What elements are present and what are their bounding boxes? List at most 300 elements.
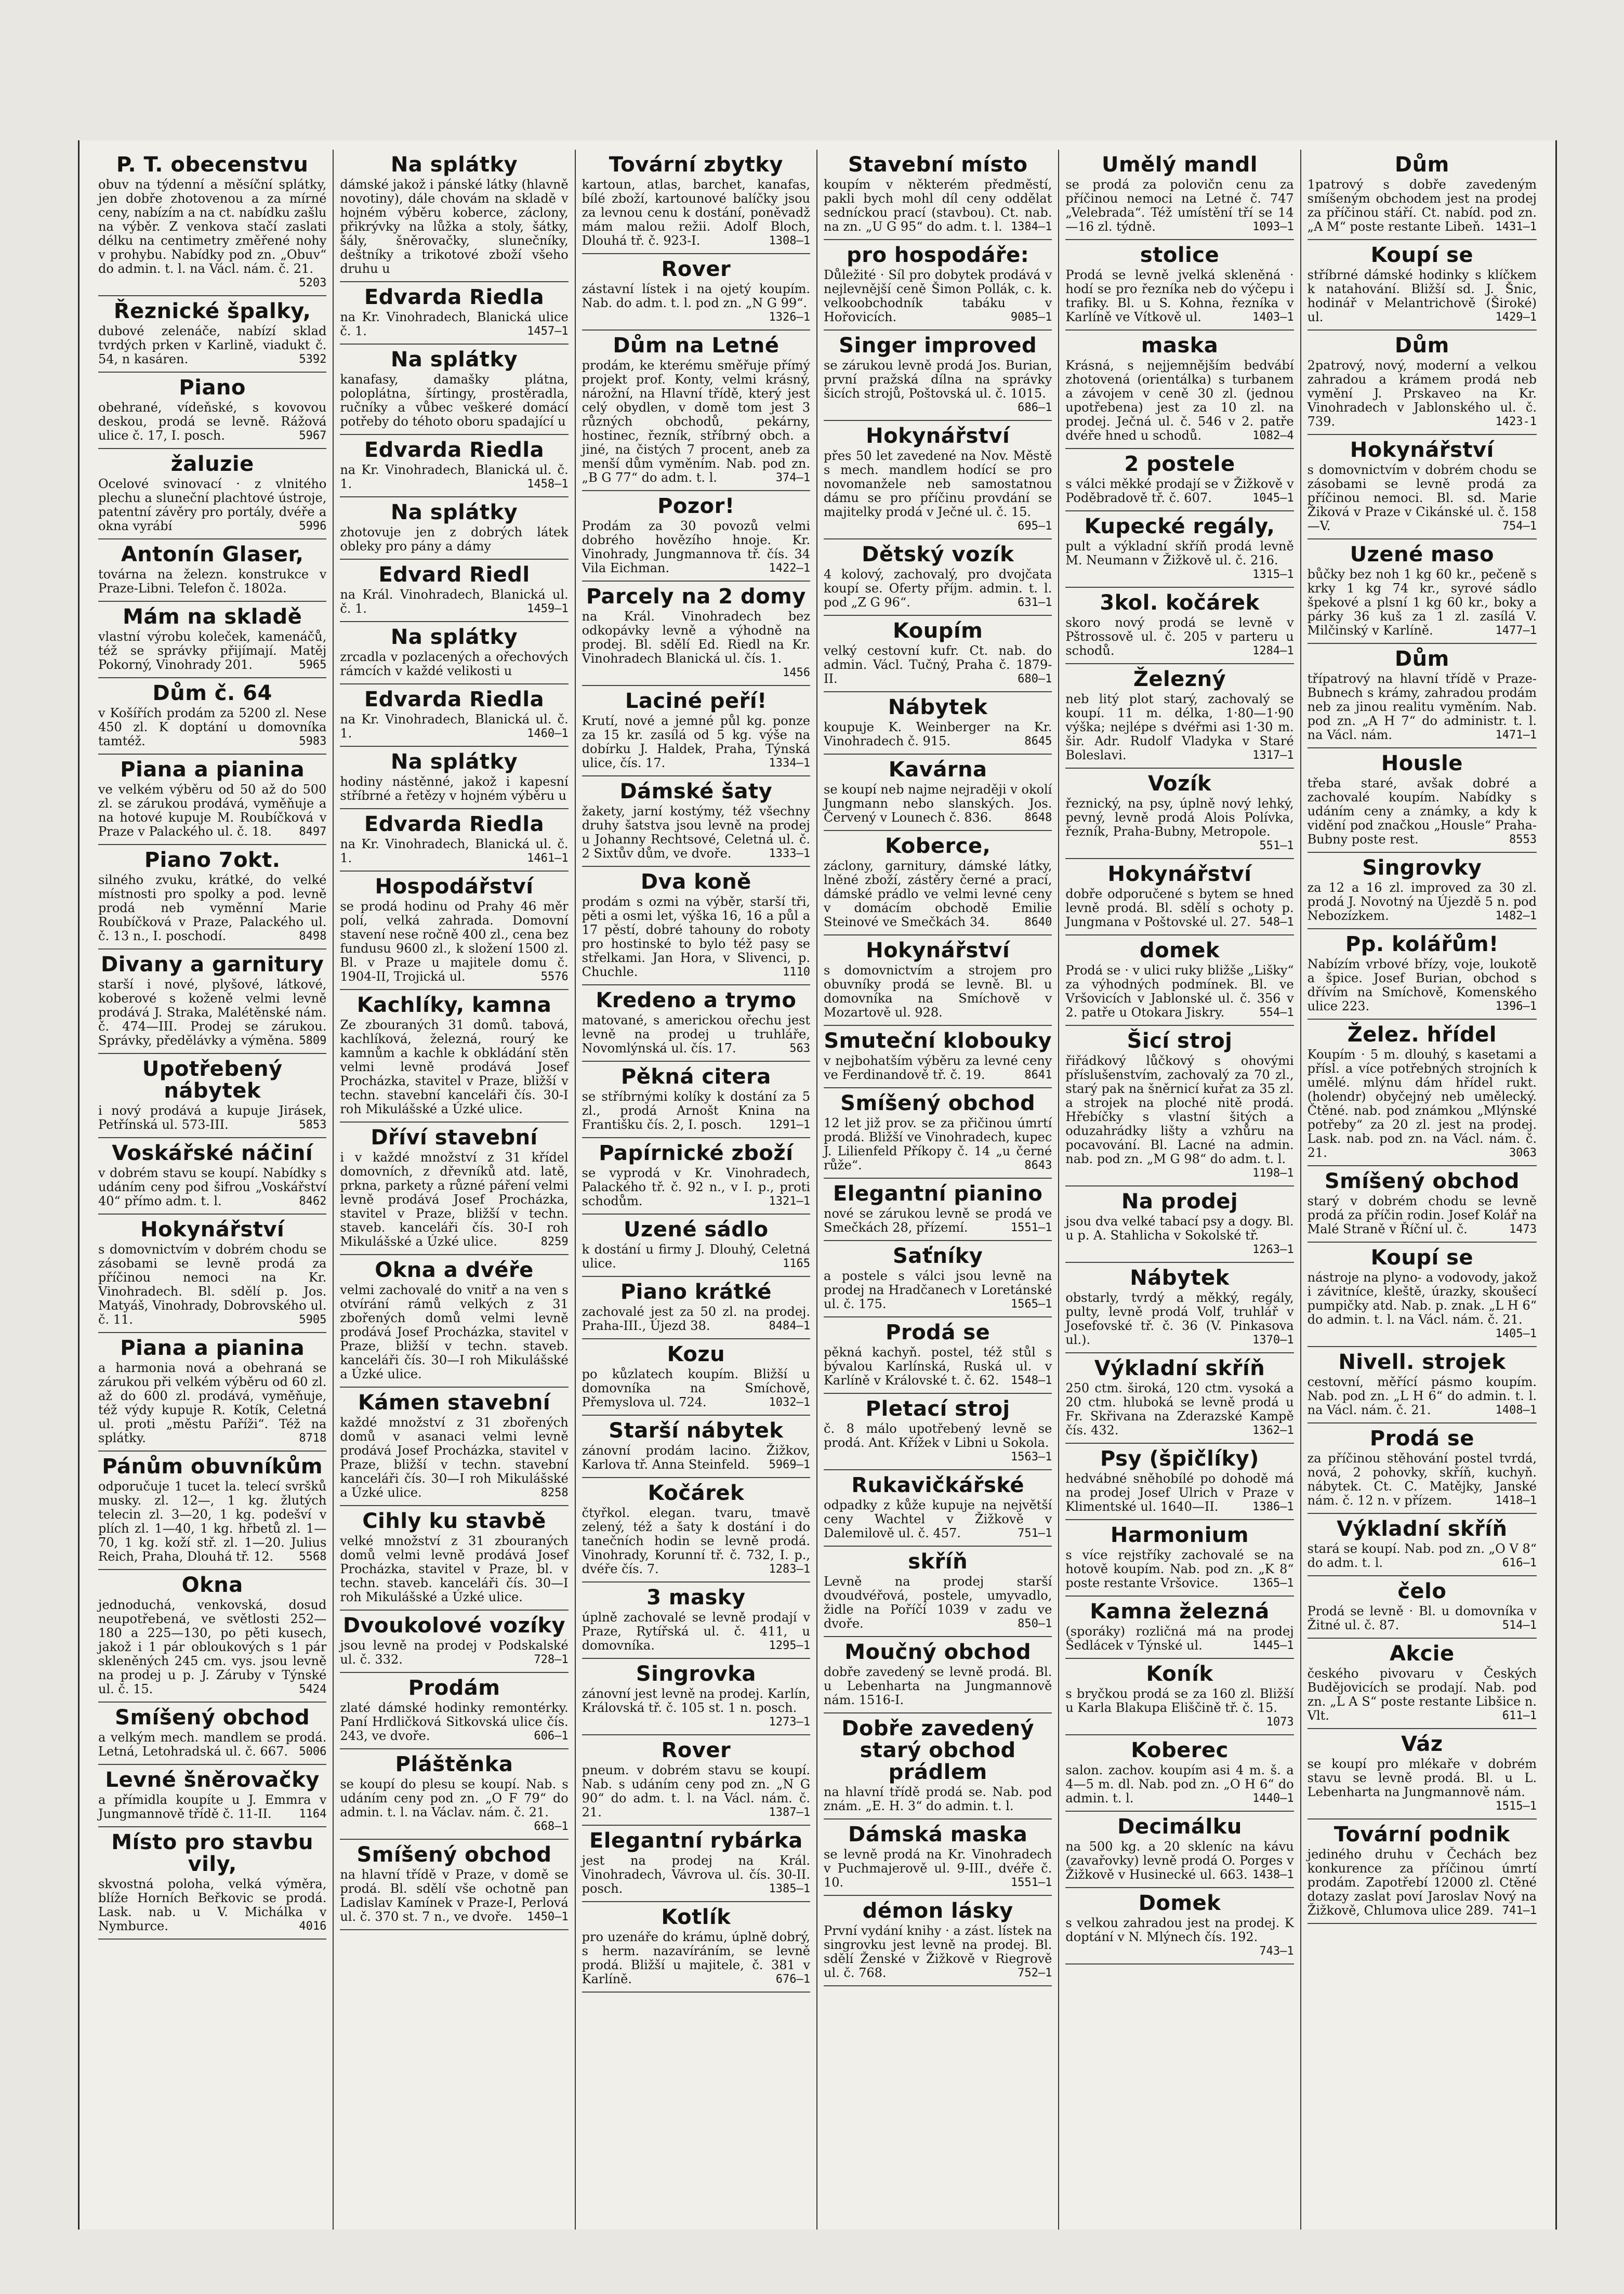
classified-ad xyxy=(340,1123,568,1255)
ad-reference-number: 5853 xyxy=(299,1118,327,1131)
ad-body xyxy=(582,1854,810,1896)
ad-reference-number: 1073 xyxy=(1266,1716,1294,1729)
ad-text: za 12 a 16 zl. improved za 30 zl. prodá J. Novotný na Újezdě 5 n. pod Nebozízkem. xyxy=(1307,880,1537,923)
ad-reference-number: 1459—1 xyxy=(527,602,569,615)
ad-headline: Upotřebený nábytek xyxy=(142,1057,283,1103)
classified-ad xyxy=(1308,929,1537,1020)
classified-ad xyxy=(1065,935,1293,1026)
ad-body xyxy=(1307,1757,1537,1813)
ad-reference-number: 3063 xyxy=(1509,1146,1537,1159)
ad-text: s bryčkou prodá se za 160 zl. Bližší u Karla Blakupa Eliščině tř. č. 15. xyxy=(1065,1686,1294,1715)
classified-ad xyxy=(1065,1888,1293,1965)
ad-text: a postele s válci jsou levně na prodej na Hradčanech v Loretánské ul. č. 175. xyxy=(824,1269,1052,1311)
ad-reference-number: 5568 xyxy=(299,1550,327,1563)
ad-text: zachovalé jest za 50 zl. na prodej. Praha-III., Újezd 38. xyxy=(582,1304,810,1333)
ad-headline: Voskářské náčiní xyxy=(112,1141,313,1165)
ad-body xyxy=(582,609,810,679)
ad-reference-number: 1477—1 xyxy=(1495,624,1537,637)
ad-headline: Pp. kolářům! xyxy=(1345,932,1499,956)
classified-ad xyxy=(582,150,810,254)
classified-ad xyxy=(1065,1597,1293,1659)
ad-body xyxy=(1065,268,1293,324)
ad-text: se levně prodá na Kr. Vinohradech v Puchmajerově ul. 9-III., dvéře č. 10. xyxy=(824,1847,1052,1890)
ad-headline: Koník xyxy=(1146,1662,1213,1686)
classified-ad xyxy=(824,1896,1052,1986)
ad-headline: Piano xyxy=(179,376,246,400)
ad-reference-number: 8648 xyxy=(1024,811,1052,824)
ad-text: jsou dva velké tabací psy a dogy. Bl. u p. A. Stahlicha v Sokolské tř. xyxy=(1065,1214,1294,1243)
ad-text: v Košířích prodám za 5200 zl. Nese 450 zl. K doptání u domovníka tamtéž. xyxy=(98,706,327,748)
ad-headline: Dům č. 64 xyxy=(152,681,272,705)
ad-text: žakety, jarní kostýmy, též všechny druhy šatstva jsou levně na prodej u Johanny Rechtsové, Celetná ul. č. 2 Sixtův dům, ve dvoře. xyxy=(582,804,810,861)
ad-headline: Piana a pianina xyxy=(120,758,305,782)
ad-reference-number: 1032—1 xyxy=(769,1396,810,1409)
ad-body xyxy=(824,568,1052,610)
ad-headline: Hokynářství xyxy=(140,1218,285,1242)
ad-body xyxy=(340,1868,568,1924)
ad-text: na 500 kg. a 20 skleníc na kávu (zavařovky) levně prodá O. Porges v Žižkově v Husinecké ul. 663. xyxy=(1065,1839,1294,1882)
classified-ad xyxy=(582,1826,810,1902)
ad-body xyxy=(582,1367,810,1409)
ad-text: se koupí do plesu se koupí. Nab. s udáním ceny pod zn. „O F 79“ do admin. t. l. na Václav. nám. č. 21. xyxy=(340,1777,569,1820)
classified-ad xyxy=(824,421,1052,539)
ad-headline: Dva koně xyxy=(640,870,751,894)
classified-ad xyxy=(582,582,810,686)
classified-ad xyxy=(824,1088,1052,1179)
classified-ad xyxy=(824,1547,1052,1637)
ad-reference-number: 631—1 xyxy=(1018,596,1052,609)
classified-ad xyxy=(98,1138,326,1215)
ad-body xyxy=(98,1877,326,1933)
ad-text: kartoun, atlas, barchet, kanafas, bílé zboží, kartounové balíčky jsou za levnou cenu k dostání, poněvadž mám malou režii. Adolf Bloch, Dlouhá tř. č. 923-I. xyxy=(582,177,810,248)
classified-ad xyxy=(582,254,810,331)
ad-body xyxy=(1308,1604,1537,1632)
ad-text: pěkná kachyň. postel, též stůl s bývalou Karlínská, Ruská ul. v Karlíně v Královské t. č. 62. xyxy=(824,1345,1052,1388)
ad-headline: čelo xyxy=(1397,1579,1447,1603)
ad-text: se koupí neb najme nejraději v okolí Jungmann nebo slanských. Jos. Červený v Lounech č. 836. xyxy=(824,782,1052,825)
column-1 xyxy=(92,150,334,2230)
ad-reference-number: 1093—1 xyxy=(1252,220,1294,233)
ad-text: řeznický, na psy, úplně nový lehký, pevný, levně prodá Alois Polívka, řezník, Praha-Bubny, Metropole. xyxy=(1065,796,1294,839)
ad-body xyxy=(98,1793,326,1821)
ad-reference-number: 8258 xyxy=(540,1486,569,1499)
ad-body xyxy=(824,1665,1052,1707)
ad-text: prodám s ozmi na výběr, starší tři, pěti a osmi let, výška 16, 16 a půl a 17 pěstí, dobré tahouny do roboty pro hostinské to bylo též pasy se střelkami. Jan Hora, v Slivenci, p. Chuchle. xyxy=(582,894,810,979)
ad-body xyxy=(340,463,568,491)
ad-body xyxy=(98,568,326,596)
classified-ad xyxy=(98,296,326,373)
ad-reference-number: 1295—1 xyxy=(769,1639,810,1652)
ad-reference-number: 1334—1 xyxy=(769,757,810,770)
ad-body xyxy=(340,310,568,338)
ad-text: řiřádkový lůčkový s ohovými příslušenstvím, zachovalý za 70 zl., starý pak na šněrnicí kuřat za 35 zl. a strojek na ploché nitě prodá. Hřebíčky s vlastní šitých a oduzahrádky lišty a vzhůru na pocavování. Bl. Lacné na admin. nab. pod zn. „M G 98“ do adm. t. l. xyxy=(1065,1053,1294,1166)
ad-headline: Dům na Letné xyxy=(613,334,780,358)
ad-text: silného zvuku, krátké, do velké místnosti pro spolky a pod. levně prodá neb vyměnní Marie Roubíčková v Praze, Palackého ul. č. 13 n., I. poschodí. xyxy=(98,873,327,943)
ad-reference-number: 1384—1 xyxy=(1010,220,1052,233)
ad-headline: Smuteční klobouky xyxy=(824,1029,1052,1053)
column-4 xyxy=(817,150,1059,2230)
ad-body xyxy=(1308,1848,1537,1918)
ad-headline: Na splátky xyxy=(390,625,518,649)
ad-body xyxy=(582,895,810,979)
ad-text: Krásná, s nejjemnějším bedvábí zhotovená (orientálka) s turbanem a závojem v ceně 30 zl. (jednou upotřebena) jest za 10 zl. na prodej. Ječná ul. č. 546 v 2. patře dvéře hned u schodů. xyxy=(1065,358,1294,443)
classified-ad xyxy=(824,616,1052,692)
ad-text: s více rejstříky zachovalé se na hotově koupím. Nab. pod zn. „K 8“ poste restante Vršovice. xyxy=(1065,1548,1294,1590)
ad-text: Prodá se · v ulici ruky bližše „Lišky“ za výhodných podmínek. Bl. ve Vršovicích v Jablonské ul. č. 356 v 2. patře u Otokara Jiskry. xyxy=(1065,963,1294,1020)
ad-body xyxy=(1065,796,1294,852)
ad-body xyxy=(1065,887,1293,929)
ad-headline: Harmonium xyxy=(1110,1523,1249,1547)
ad-body xyxy=(1065,1472,1293,1514)
ad-headline: Okna xyxy=(181,1573,243,1597)
ad-headline: Antonín Glaser, xyxy=(121,543,304,566)
ad-headline: Uzené maso xyxy=(1350,543,1495,566)
ad-body xyxy=(340,1701,568,1743)
ad-body xyxy=(98,1731,326,1759)
ad-text: obstarly, tvrdý a měkký, regály, pulty, levně prodá Volf, truhlář v Josefovské tř. č. 36 (V. Pinkasova ul.). xyxy=(1065,1290,1294,1347)
ad-reference-number: 551—1 xyxy=(1259,839,1294,852)
ad-reference-number: 686—1 xyxy=(1018,401,1052,414)
ad-body xyxy=(340,373,568,429)
ad-reference-number: 611—1 xyxy=(1502,1709,1537,1722)
ad-headline: Saťníky xyxy=(893,1244,983,1268)
ad-body xyxy=(824,859,1052,929)
classified-ad xyxy=(98,845,326,950)
classified-ad xyxy=(98,1333,326,1452)
ad-reference-number: 1082—4 xyxy=(1252,429,1294,442)
classified-ad xyxy=(582,1659,810,1735)
ad-body xyxy=(582,1013,810,1056)
ad-headline: domek xyxy=(1139,939,1220,963)
ad-body xyxy=(98,783,326,839)
ad-body xyxy=(1308,1542,1537,1570)
ad-body xyxy=(824,178,1052,234)
classified-ad xyxy=(824,331,1052,421)
ad-reference-number: 1164 xyxy=(299,1808,327,1821)
classified-ad xyxy=(98,449,326,539)
ad-text: na Král. Vinohradech, Blanická ul. č. 1. xyxy=(340,587,569,616)
classified-ad xyxy=(1065,331,1293,449)
ad-headline: Na splátky xyxy=(390,500,518,524)
ad-headline: Rover xyxy=(661,257,731,281)
ad-text: odporučuje 1 tucet la. telecí svršků musky. zl. 12—, 1 kg. žlutých telecin zl. 3—20, 1 kg. podešví v plích zl. 1—40, 1 kg. hřbetů zl. 1—70, 1 kg. koží stř. zl. 1—20. Julius Reich, Praha, Dlouhá tř. 12. xyxy=(98,1479,327,1564)
ad-reference-number: 1431—1 xyxy=(1495,220,1537,233)
ad-reference-number: 1461—1 xyxy=(527,852,569,865)
ad-body xyxy=(98,1361,326,1445)
ad-body xyxy=(582,282,810,324)
ad-text: Nabízím vrbové břízy, voje, loukotě a špice. Josef Burian, obchod s dřívím na Smíchově, Komenského ulice 223. xyxy=(1307,957,1537,1013)
classified-ad xyxy=(824,1713,1052,1820)
classified-ad xyxy=(98,1054,326,1138)
ad-reference-number: 1458—1 xyxy=(527,478,569,491)
ad-reference-number: 616—1 xyxy=(1502,1557,1537,1570)
ad-body xyxy=(1308,463,1537,533)
ad-text: se stříbrnými kolíky k dostání za 5 zl., prodá Arnošt Knina na Františku čís. 2, I. posch. xyxy=(582,1089,810,1132)
ad-reference-number: 668—1 xyxy=(534,1820,569,1833)
ad-body xyxy=(1065,1840,1293,1882)
ad-body xyxy=(582,1930,810,1986)
ad-text: velké množství z 31 zbouraných domů velmi levně prodává Josef Procházka, stavitel v Praze, bl. v techn. staveb. kanceláři čís. 30—I roh Mikulášské a Úzké ulice. xyxy=(340,1534,569,1604)
ad-reference-number: 695—1 xyxy=(1018,520,1052,533)
classified-ad xyxy=(1065,769,1293,859)
ad-headline: Kotlík xyxy=(661,1905,731,1929)
ad-body xyxy=(1307,1270,1537,1340)
classified-ad xyxy=(582,491,810,582)
classified-ad xyxy=(98,539,326,602)
ad-body xyxy=(824,1054,1052,1082)
ad-text: v dobrém stavu se koupí. Nabídky s udáním ceny pod šifrou „Voskářství 40“ přímo adm. t. l. xyxy=(98,1166,327,1208)
ad-text: starší i nové, plyšové, látkové, koberové s koženě velmi levně prodává J. Straka, Malétěnské nám. č. 474—III. Prodej se zárukou. Správky, předělávky a výměna. xyxy=(98,977,327,1048)
ad-text: vlastní výrobu koleček, kamenáčů, též se správky přijímají. Matěj Pokorný, Vinohrady 201. xyxy=(98,629,327,672)
ad-body xyxy=(98,1598,326,1696)
classified-ad xyxy=(824,240,1052,331)
ad-text: dubové zelenáče, nabízí sklad tvrdých prken v Karlině, viadukt č. 54, n kasáren. xyxy=(98,324,327,366)
ad-reference-number: 1551—1 xyxy=(1010,1876,1052,1889)
ad-text: velký cestovní kufr. Ct. nab. do admin. Václ. Tučný, Praha č. 1879-II. xyxy=(824,643,1052,686)
ad-body xyxy=(1065,539,1294,581)
classified-ad xyxy=(1308,748,1537,853)
ad-headline: 3 masky xyxy=(646,1586,746,1610)
classified-ad xyxy=(582,1062,810,1138)
ad-body xyxy=(1308,1667,1537,1723)
ad-text: Krutí, nové a jemné půl kg. ponze za 15 kr. zasílá od 5 kg. výše na dobírku J. Haldek, Praha, Týnská ulice, čís. 17. xyxy=(582,714,810,770)
ad-headline: Koupí se xyxy=(1370,243,1474,267)
ad-reference-number: 4016 xyxy=(299,1920,327,1933)
ad-body xyxy=(98,477,326,533)
classified-ad xyxy=(340,345,568,435)
ad-reference-number: 1387—1 xyxy=(769,1806,810,1819)
ad-text: jediného druhu v Čechách bez konkurence za příčinou úmrtí prodám. Zapotřebí 12000 zl. Ctěné dotazy zaslat poví Jaroslav Nový na Žižkově, Chlumova ulice 289. xyxy=(1307,1847,1537,1918)
ad-body xyxy=(582,178,810,248)
classified-ad xyxy=(1308,644,1537,748)
ad-reference-number: 1370—1 xyxy=(1252,1334,1294,1347)
ad-reference-number: 743—1 xyxy=(1259,1945,1294,1958)
ad-body xyxy=(582,714,810,770)
ad-headline: Koberec xyxy=(1131,1738,1229,1762)
ad-body xyxy=(340,1777,569,1833)
classified-ad xyxy=(340,150,568,282)
ad-text: na Kr. Vinohradech, Blanická ulice č. 1. xyxy=(340,310,569,338)
ad-reference-number: 741—1 xyxy=(1502,1904,1537,1917)
ad-text: zánovní prodám lacino. Žižkov, Karlova tř. Anna Steinfeld. xyxy=(582,1443,810,1472)
classified-ad xyxy=(1065,1026,1293,1186)
ad-headline: Singer improved xyxy=(839,334,1037,358)
ad-headline: Kupecké regály, xyxy=(1084,515,1275,538)
classified-ad xyxy=(340,622,568,684)
ad-body xyxy=(824,1848,1052,1890)
ad-text: koupím v některém předměstí, pakli bych mohl díl ceny oddělat sedníckou prací (stavbou). Ct. nab. na zn. „U G 95“ do adm. t. l. xyxy=(824,177,1052,234)
ad-headline: Kachlíky, kamna xyxy=(357,993,552,1017)
ad-reference-number: 1423-1 xyxy=(1495,415,1537,428)
ad-headline: Cihly ku stavbě xyxy=(362,1509,546,1533)
ad-reference-number: 1396—1 xyxy=(1495,1000,1537,1013)
ad-reference-number: 8484—1 xyxy=(769,1320,810,1333)
ad-reference-number: 9085—1 xyxy=(1010,311,1052,324)
ad-body xyxy=(1308,359,1537,429)
ad-headline: Edvarda Riedla xyxy=(364,438,545,462)
ad-headline: Koupím xyxy=(893,619,983,643)
classified-ad xyxy=(1308,1166,1537,1243)
classified-ad xyxy=(582,331,810,491)
ad-body xyxy=(340,1416,568,1500)
ad-reference-number: 850—1 xyxy=(1018,1617,1052,1630)
classified-ad xyxy=(582,1478,810,1583)
ad-headline: Rukavičkářské xyxy=(851,1473,1024,1497)
ad-text: skvostná poloha, velká výměra, blíže Horních Beřkovic se prodá. Lask. nab. u V. Michálka v Nymburce. xyxy=(98,1877,327,1933)
ad-headline: Stavební místo xyxy=(848,153,1028,177)
ad-body xyxy=(582,1166,810,1208)
ad-reference-number: 1551—1 xyxy=(1010,1221,1052,1234)
ad-text: se prodá hodinu od Prahy 46 měr polí, velká zahrada. Domovní stavení nese ročně 400 zl., cena bez fundusu 9600 zl., k složení 1500 zl. Bl. v Praze u majitele domu č. 1904-II, Trojická ul. xyxy=(340,899,569,984)
ad-headline: Elegantní pianino xyxy=(833,1182,1043,1206)
ad-text: obehrané, vídeňské, s kovovou deskou, prodá se levně. Rážová ulice č. 17, I. posch. xyxy=(98,400,327,443)
ad-headline: Železný xyxy=(1133,667,1226,691)
ad-headline: Singrovka xyxy=(636,1662,756,1686)
ad-reference-number: 5576 xyxy=(540,970,569,983)
classified-ad xyxy=(340,1611,568,1673)
ad-reference-number: 5424 xyxy=(299,1683,327,1696)
classified-ad xyxy=(582,1902,810,1993)
ad-text: s domovnictvím a strojem pro obuvníky prodá se levně. Bl. u domovníka na Smíchově v Mozartově ul. 928. xyxy=(824,963,1052,1020)
ad-text: se vyprodá v Kr. Vinohradech, Palackého tř. č. 92 n., v I. p., proti schodům. xyxy=(582,1166,810,1208)
classified-ad xyxy=(98,602,326,678)
ad-headline: Rover xyxy=(661,1738,731,1762)
ad-body xyxy=(98,324,326,366)
ad-reference-number: 1438—1 xyxy=(1252,1868,1294,1881)
ad-headline: skříň xyxy=(908,1550,968,1574)
ad-headline: Mám na skladě xyxy=(123,605,302,629)
ad-reference-number: 563 xyxy=(789,1042,810,1055)
classified-ad xyxy=(98,1765,326,1827)
classified-ad xyxy=(824,831,1052,935)
ad-reference-number: 8553 xyxy=(1509,833,1537,846)
ad-body xyxy=(1065,178,1293,234)
ad-text: prodám, ke kterému směřuje přímý projekt prof. Konty, velmi krásný, nárožní, na Hlavní třídě, který jest celý obydlen, v domě tom jest 3 různých obchodů, pekárny, hostinec, řezník, stříbrný obch. a jiné, na čistých 7 procent, aneb za menší dům vyměním. Nab. pod zn. „B G 77“ do adm. t. l. xyxy=(582,358,810,485)
ad-text: odpadky z kůže kupuje na největší ceny Wachtel v Žižkově v Dalemilově ul. č. 457. xyxy=(824,1498,1052,1540)
ad-headline: Na splátky xyxy=(390,348,518,372)
ad-text: na Kr. Vinohradech, Blanická ul. č. 1. xyxy=(340,712,569,741)
ad-text: koupuje K. Weinberger na Kr. Vinohradech č. 915. xyxy=(824,720,1052,748)
classified-ad xyxy=(582,686,810,776)
ad-body xyxy=(340,1018,568,1116)
ad-body xyxy=(1065,1214,1294,1256)
ad-headline: Edvarda Riedla xyxy=(364,812,545,836)
ad-body xyxy=(340,900,568,984)
ad-body xyxy=(1065,477,1293,505)
ad-headline: Dobře zavedený starý obchod prádlem xyxy=(841,1717,1035,1784)
ad-reference-number: 1291—1 xyxy=(769,1118,810,1131)
ad-body xyxy=(824,964,1052,1020)
ad-reference-number: 1422—1 xyxy=(769,562,810,575)
classified-ad xyxy=(1308,435,1537,539)
classified-columns xyxy=(92,150,1543,2230)
ad-body xyxy=(98,177,327,289)
classified-ad xyxy=(1065,1520,1293,1597)
classified-ad xyxy=(1308,1729,1537,1820)
ad-body xyxy=(340,1534,568,1604)
ad-text: velmi zachovalé do vnitř a na ven s otvírání rámů velkých z 31 zbořených domů velmi levně prodává Josef Procházka, stavitel v Praze, bližší v techn. staveb. kanceláři čís. 30—I roh Mikulášské a Úzké ulice. xyxy=(340,1283,569,1381)
ad-body xyxy=(1065,1381,1293,1438)
ad-headline: 3kol. kočárek xyxy=(1100,591,1260,615)
classified-ad xyxy=(98,1827,326,1940)
ad-text: s domovnictvím v dobrém chodu se zásobami se levně prodá za příčinou nemoci na Kr. Vinohradech. Bl. sdělí p. Jos. Matyáš, Vinohrady, Dobrovského ul. č. 11. xyxy=(98,1242,327,1327)
ad-body xyxy=(582,1686,810,1729)
ad-headline: Tovární zbytky xyxy=(609,153,783,177)
ad-body xyxy=(582,1444,810,1472)
ad-text: zlaté dámské hodinky remontérky. Paní Hrdličková Sitkovská ulice čís. 243, ve dvoře. xyxy=(340,1700,569,1743)
ad-text: zrcadla v pozlacených a ořechových rámcích v každé velikosti u xyxy=(340,650,569,678)
ad-body xyxy=(824,268,1052,324)
classified-ad xyxy=(340,684,568,747)
ad-reference-number: 752—1 xyxy=(1018,1967,1052,1980)
ad-text: 2patrový, nový, moderní a velkou zahradou a krámem prodá neb vymění J. Prskaveo na Kr. Vinohradech v Jablonského ul. č. 739. xyxy=(1307,358,1537,429)
ad-reference-number: 5983 xyxy=(299,735,327,748)
ad-headline: Prodá se xyxy=(1369,1427,1474,1451)
ad-headline: Pletací stroj xyxy=(865,1397,1010,1421)
ad-headline: Řeznické špalky, xyxy=(113,299,311,323)
ad-text: jednoduchá, venkovská, dosud neupotřebená, ve světlosti 252—180 a 225—130, po pěti kusech, jakož i 1 pár obloukových s 1 pár skleněných 245 cm. vys. jsou levně na prodej u p. J. Záruby v Týnské ul. č. 15. xyxy=(98,1598,327,1696)
ad-text: se prodá za polovičn cenu za příčinou nemoci na Letné č. 747 „Velebrada“. Též umístění tří se 14—16 zl. týdně. xyxy=(1065,177,1294,234)
ad-reference-number: 1165 xyxy=(783,1257,810,1270)
ad-reference-number: 1460—1 xyxy=(527,727,569,740)
ad-text: Prodá se levně jvelká skleněná · hodí se pro řezníka neb do výčepu i trafiky. Bl. u S. Kohna, řezníka v Karlíně ve Vítkově ul. xyxy=(1065,268,1294,324)
ad-reference-number: 5809 xyxy=(299,1034,327,1047)
ad-body xyxy=(582,359,810,485)
classified-ad xyxy=(1065,511,1293,588)
ad-headline: Domek xyxy=(1138,1891,1221,1915)
ad-text: hedvábné sněhobílé po dohodě má na prodej Josef Ulrich v Praze v Klimentské ul. 1640—II. xyxy=(1065,1471,1294,1514)
ad-headline: Psy (špičlíky) xyxy=(1100,1447,1259,1471)
ad-reference-number: 1429—1 xyxy=(1495,311,1537,324)
ad-reference-number: 1482—1 xyxy=(1495,909,1537,922)
ad-body xyxy=(1065,1291,1293,1347)
classified-ad xyxy=(1065,1186,1293,1263)
ad-headline: Tovární podnik xyxy=(1333,1823,1510,1847)
ad-body xyxy=(824,1346,1052,1388)
classified-ad xyxy=(1065,588,1293,664)
classified-ad xyxy=(824,539,1052,616)
ad-text: na hlavní třídě prodá se. Nab. pod znám. „E. H. 3“ do admin. t. l. xyxy=(824,1785,1052,1813)
ad-reference-number: 1563—1 xyxy=(1010,1451,1052,1464)
classified-ad xyxy=(582,1583,810,1659)
ad-body xyxy=(340,525,568,553)
ad-headline: 2 postele xyxy=(1124,452,1235,476)
ad-reference-number: 1263—1 xyxy=(1252,1243,1294,1256)
ad-reference-number: 1385—1 xyxy=(769,1882,810,1895)
ad-reference-number: 5006 xyxy=(299,1745,327,1758)
ad-headline: maska xyxy=(1141,334,1219,358)
ad-headline: Dříví stavební xyxy=(371,1126,538,1150)
ad-headline: Edvarda Riedla xyxy=(364,285,545,309)
ad-text: s domovnictvím v dobrém chodu se zásobami se levně prodá za příčinou nemoci. Bl. sd. Marie Žiková v Praze v Cikánské ul. č. 158—V. xyxy=(1307,463,1537,533)
ad-headline: Hokynářství xyxy=(866,424,1010,448)
ad-reference-number: 1326—1 xyxy=(769,311,810,324)
ad-headline: Dům xyxy=(1394,153,1449,177)
classified-ad xyxy=(98,678,326,755)
ad-headline: Místo pro stavbu vily, xyxy=(111,1830,314,1876)
ad-headline: Piano krátké xyxy=(620,1280,772,1304)
ad-reference-number: 1456 xyxy=(783,666,810,679)
classified-ad xyxy=(98,1452,326,1570)
ad-reference-number: 514—1 xyxy=(1502,1619,1537,1632)
ad-body xyxy=(582,1506,810,1576)
ad-body xyxy=(1065,1053,1294,1180)
ad-reference-number: 8498 xyxy=(299,930,327,943)
ad-body xyxy=(98,873,326,943)
ad-text: se koupí pro mlékaře v dobrém stavu se levně prodá. Bl. u L. Lebenharta na Jungmannově nám. xyxy=(1307,1757,1537,1799)
ad-headline: Kavárna xyxy=(888,758,987,782)
ad-headline: Pláštěnka xyxy=(395,1752,513,1776)
